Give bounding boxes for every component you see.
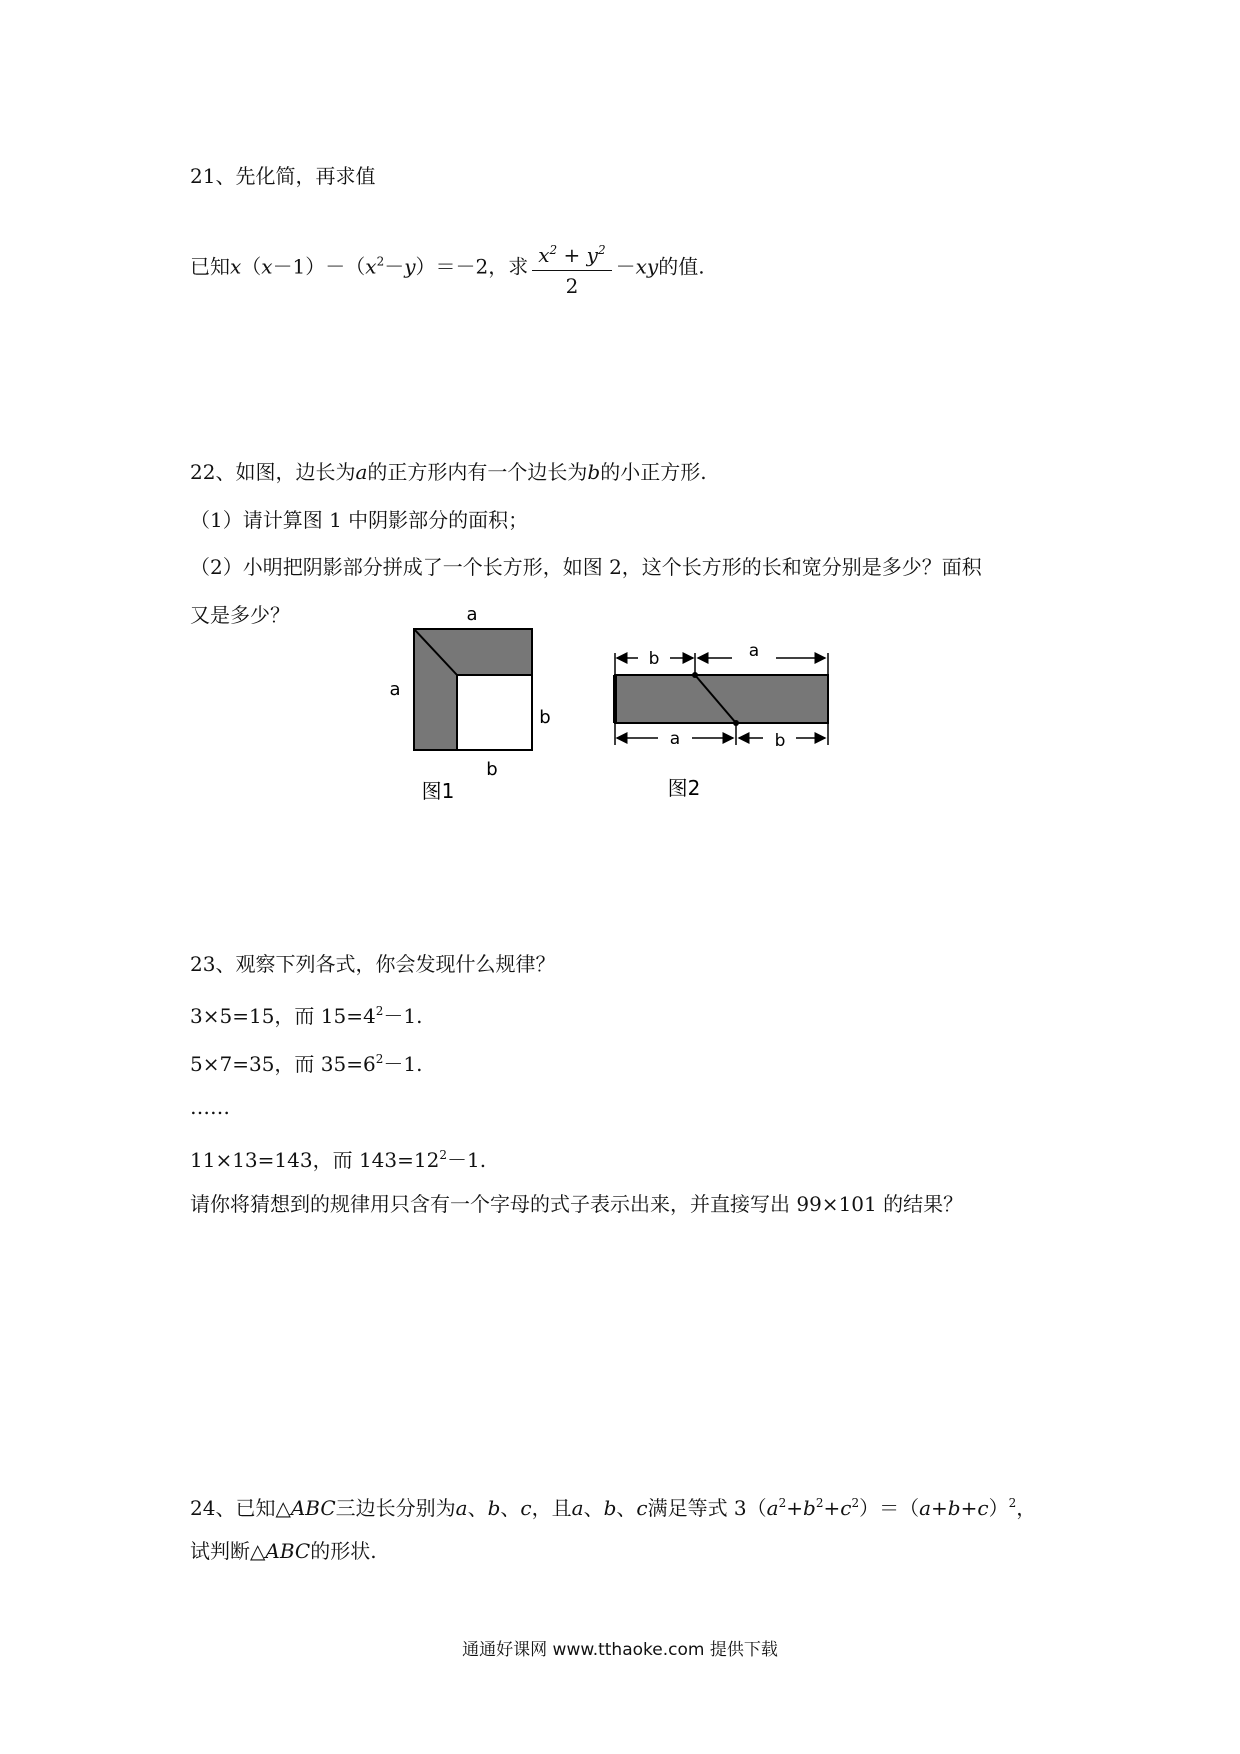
q21-title: 21、先化简，再求值 xyxy=(190,164,376,188)
rectangle xyxy=(615,675,828,723)
q22-part1: （1）请计算图 1 中阴影部分的面积； xyxy=(190,508,529,532)
fig2-label-bottom-right: b xyxy=(774,731,786,751)
q23-line3: 11×13=143，而 $143=12^2-1$. xyxy=(190,1148,487,1172)
fig2-label-top-right: a xyxy=(748,641,760,661)
q24-line2: 试判断△ABC的形状. xyxy=(190,1539,377,1563)
q23-ellipsis: …… xyxy=(190,1095,230,1119)
q23-title: 23、观察下列各式，你会发现什么规律？ xyxy=(190,952,556,976)
q22-part2-continued: 又是多少？ xyxy=(190,603,290,627)
figure-2 xyxy=(600,630,860,805)
fig2-caption: 图2 xyxy=(667,776,701,800)
fig2-label-bottom-left: a xyxy=(669,729,681,749)
fig1-label-top: a xyxy=(466,605,478,625)
q23-line2: 5×7=35，而 $35=6^2-1$. xyxy=(190,1052,423,1076)
q21-statement: 已知$x(x-1)-(x^2-y)=-2$，求 $\frac{x^2 + y^2}{2}$ －xy的值. xyxy=(190,235,705,301)
q23-line1: 3×5=15，而 $15=4^2-1$. xyxy=(190,1004,423,1028)
fig1-label-left: a xyxy=(389,679,401,700)
q24-line1: 24、已知△ABC三边长分别为a、b、c，且a、b、c满足等式 $3(a^2+b^2+c^2)=(a+b+c)^2$， xyxy=(190,1496,1037,1520)
q22-title: 22、如图，边长为a的正方形内有一个边长为b的小正方形. xyxy=(190,460,707,484)
fig1-caption: 图1 xyxy=(421,779,455,803)
inner-square xyxy=(457,675,532,750)
fig1-label-bottom: b xyxy=(486,759,498,780)
figure-1 xyxy=(380,605,570,805)
fig2-label-top-left: b xyxy=(648,649,660,669)
q22-part2: （2）小明把阴影部分拼成了一个长方形，如图 2，这个长方形的长和宽分别是多少？面积 xyxy=(190,555,982,579)
fig1-label-right: b xyxy=(539,707,551,728)
q23-question: 请你将猜想到的规律用只含有一个字母的式子表示出来，并直接写出 99×101 的结果？ xyxy=(190,1192,964,1216)
page-footer: 通通好课网 www.tthaoke.com 提供下载 xyxy=(462,1640,778,1660)
q21-fraction: $\frac{x^2 + y^2}{2}$ xyxy=(532,235,611,301)
